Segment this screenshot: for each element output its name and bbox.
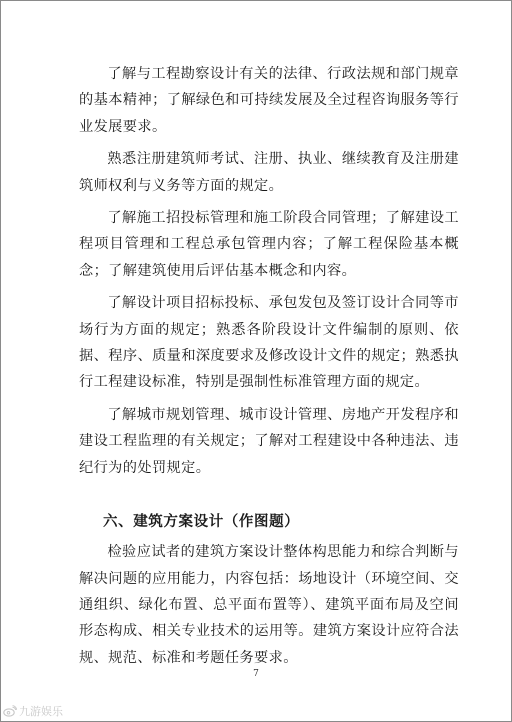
paragraph-architectural-design: 检验应试者的建筑方案设计整体构思能力和综合判断与解决问题的应用能力，内容包括：场地设计（环境空间、交通组织、绿化布置、总平面布置等）、建筑平面布局及空间形态构成、相关专业技术的运用等。建筑方案设计应符合法规、规范、标准和考题任务要求。 xyxy=(79,544,459,666)
paragraph-construction-management: 了解施工招投标管理和施工阶段合同管理；了解建设工程项目管理和工程总承包管理内容；了解工程保险基本概念；了解建筑使用后评估基本概念和内容。 xyxy=(79,210,459,279)
paragraph-urban-planning: 了解城市规划管理、城市设计管理、房地产开发程序和建设工程监理的有关规定；了解对工程建设中各种违法、违纪行为的处罚规定。 xyxy=(79,406,459,476)
paragraph-regulations: 了解与工程勘察设计有关的法律、行政法规和部门规章的基本精神；了解绿色和可持续发展及全过程咨询服务等行业发展要求。 xyxy=(79,66,459,135)
page-content xyxy=(79,61,459,671)
paragraph-design-market: 了解设计项目招标投标、承包发包及签订设计合同等市场行为方面的规定；熟悉各阶段设计文件编制的原则、依据、程序、质量和深度要求及修改设计文件的规定；熟悉执行工程建设标准，特别是强制性标准管理方面的规定。 xyxy=(79,295,459,391)
weibo-logo-icon xyxy=(3,705,17,717)
paragraph-registration: 熟悉注册建筑师考试、注册、执业、继续教育及注册建筑师权利与义务等方面的规定。 xyxy=(79,151,459,194)
section-gap xyxy=(79,481,459,509)
watermark-text: 九游娱乐 xyxy=(19,705,63,718)
section-heading: 六、建筑方案设计（作图题） xyxy=(103,514,300,531)
page-number: 7 xyxy=(253,669,259,679)
watermark xyxy=(3,703,63,719)
